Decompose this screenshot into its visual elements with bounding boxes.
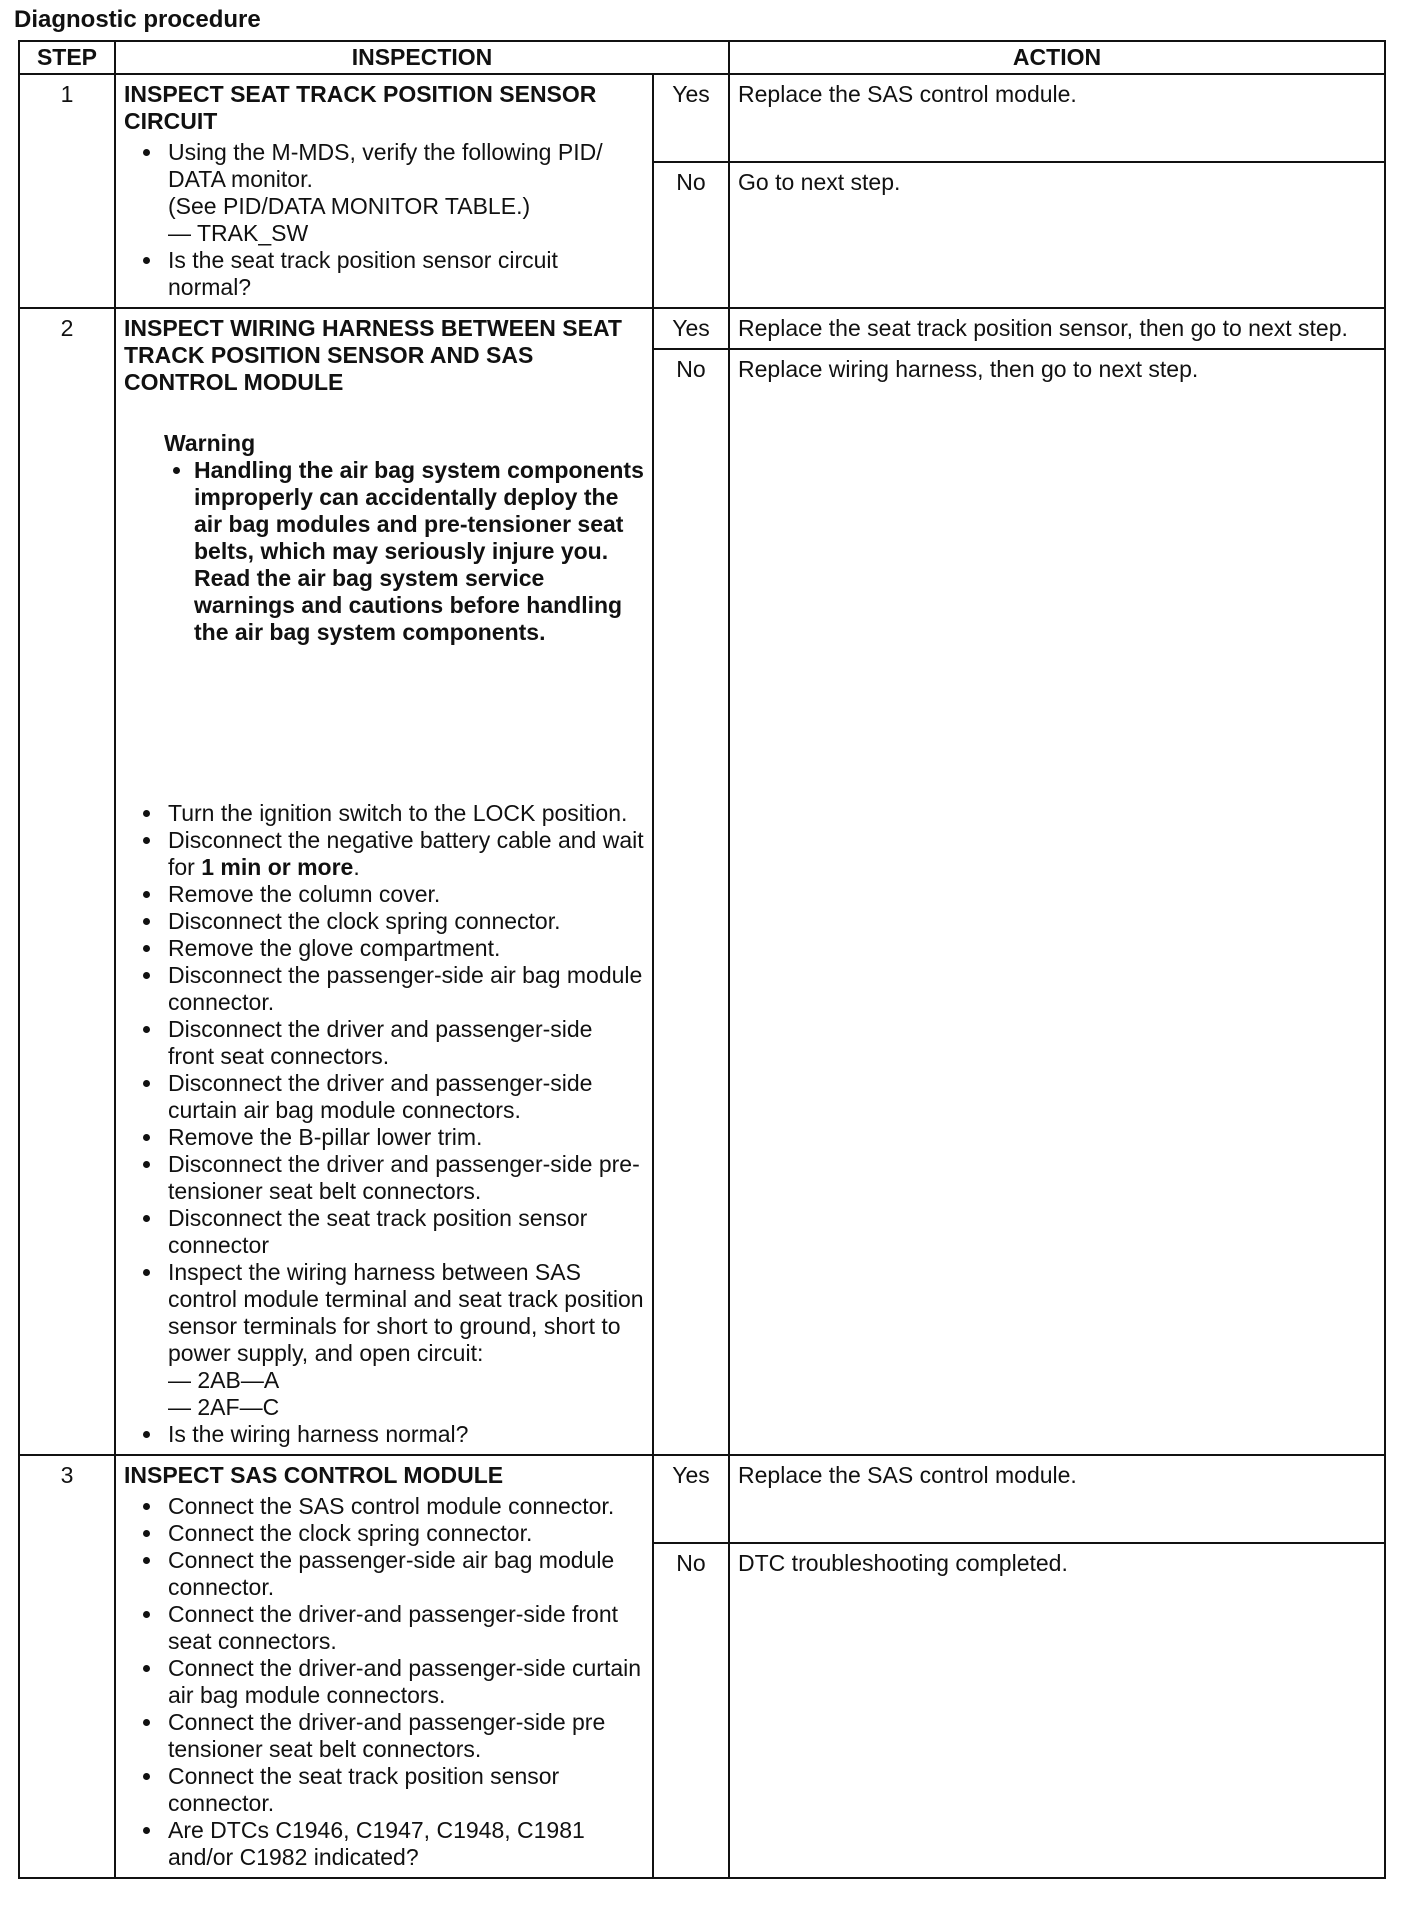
step-3-yes-row [19,1455,1385,1543]
step-number: 3 [19,1455,115,1878]
step-inspection [115,308,653,1455]
list-item: • Connect the driver-and passenger-side curtain air bag module connectors. [164,1655,644,1709]
list-item: • Connect the seat track position sensor connector. [164,1763,644,1817]
list-item: • Connect the SAS control module connector. [164,1493,644,1520]
yes-label: Yes [653,308,729,349]
list-item: • Remove the column cover. [164,881,644,908]
inspection-list [124,1493,644,1871]
no-action: DTC troubleshooting completed. [729,1543,1385,1878]
list-item: • Turn the ignition switch to the LOCK position. [164,800,644,827]
header-step: STEP [19,41,115,74]
list-item: • Connect the passenger-side air bag module connector. [164,1547,644,1601]
warning-text: • Handling the air bag system components improperly can accidentally deploy the air bag modules and pre-tensioner seat belts, which may seriously injure you. Read the air bag system service warnings and cautions before handling the air bag system components. [194,457,644,646]
bullet-text: Inspect the wiring harness between SAS control module terminal and seat track position sensor terminals for short to ground, short to power supply, and open circuit: [168,1259,644,1366]
step-inspection [115,74,653,308]
list-item: • Remove the B-pillar lower trim. [164,1124,644,1151]
yes-label: Yes [653,74,729,162]
no-action: Replace wiring harness, then go to next step. [729,349,1385,1455]
list-item: • Disconnect the seat track position sensor connector [164,1205,644,1259]
yes-action: Replace the seat track position sensor, then go to next step. [729,308,1385,349]
header-inspection: INSPECTION [115,41,729,74]
list-item [164,1259,644,1421]
no-label: No [653,1543,729,1878]
yes-action: Replace the SAS control module. [729,74,1385,162]
page-title: Diagnostic procedure [14,6,261,33]
step-title: INSPECT SAS CONTROL MODULE [124,1462,504,1488]
step-inspection [115,1455,653,1878]
warning-title: Warning [164,430,256,456]
step-title: INSPECT WIRING HARNESS BETWEEN SEAT TRACK POSITION SENSOR AND SAS CONTROL MODULE [124,315,622,395]
list-item: • Connect the clock spring connector. [164,1520,644,1547]
inspection-list [124,800,644,1448]
diagnostic-table [18,40,1386,1879]
bullet-text: . [353,854,360,880]
no-label: No [653,349,729,1455]
step-number: 1 [19,74,115,308]
step-1-yes-row [19,74,1385,162]
warning-list [164,457,644,646]
step-number: 2 [19,308,115,1455]
bullet-text: Using the M-MDS, verify the following PID/ DATA monitor. [168,139,603,192]
sub-text: — 2AF—C [168,1394,280,1420]
list-item: • Is the seat track position sensor circuit normal? [164,247,644,301]
list-item: • Are DTCs C1946, C1947, C1948, C1981 and/or C1982 indicated? [164,1817,644,1871]
header-action: ACTION [729,41,1385,74]
step-2-yes-row [19,308,1385,349]
list-item: • Disconnect the driver and passenger-side front seat connectors. [164,1016,644,1070]
yes-label: Yes [653,1455,729,1543]
header-row [19,41,1385,74]
list-item: • Disconnect the driver and passenger-side curtain air bag module connectors. [164,1070,644,1124]
inspection-list [124,139,644,301]
list-item: • Is the wiring harness normal? [164,1421,644,1448]
list-item [164,139,644,247]
list-item: • Connect the driver-and passenger-side pre tensioner seat belt connectors. [164,1709,644,1763]
no-action: Go to next step. [729,162,1385,308]
warning-box [164,430,644,646]
list-item: • Disconnect the clock spring connector. [164,908,644,935]
sub-text: — TRAK_SW [168,220,309,246]
list-item: • Disconnect the passenger-side air bag module connector. [164,962,644,1016]
sub-text: — 2AB—A [168,1367,280,1393]
list-item: • Remove the glove compartment. [164,935,644,962]
sub-text: (See PID/DATA MONITOR TABLE.) [168,193,531,219]
list-item: • Disconnect the driver and passenger-side pre-tensioner seat belt connectors. [164,1151,644,1205]
list-item: • Connect the driver-and passenger-side front seat connectors. [164,1601,644,1655]
yes-action: Replace the SAS control module. [729,1455,1385,1543]
bullet-text: Disconnect the negative battery cable and wait for [168,827,644,880]
list-item [164,827,644,881]
bold-text: 1 min or more [201,854,354,880]
no-label: No [653,162,729,308]
step-title: INSPECT SEAT TRACK POSITION SENSOR CIRCUIT [124,81,597,134]
